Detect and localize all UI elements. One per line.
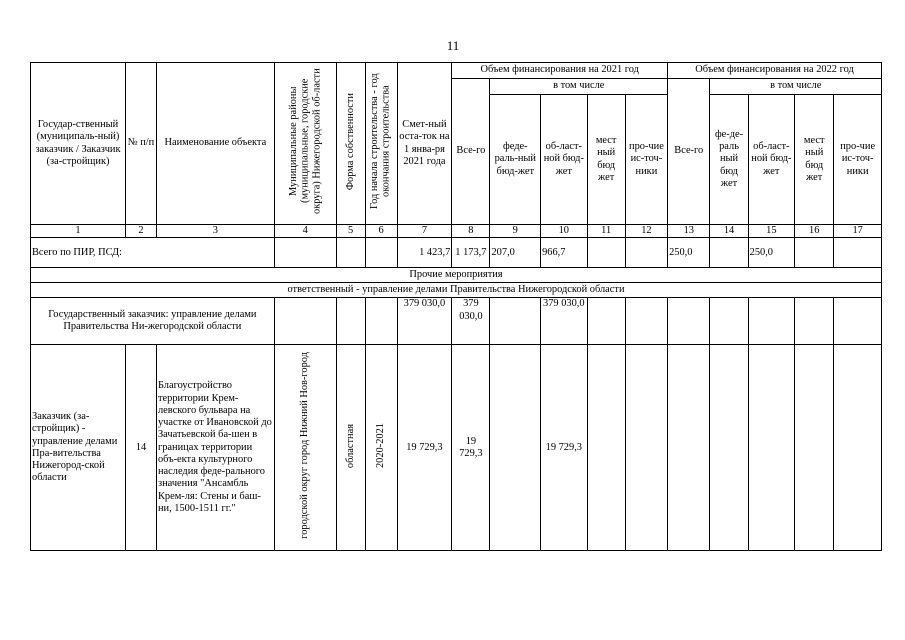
customer-regional-2021: 379 030,0 — [541, 298, 587, 345]
summary-estimate: 1 423,7 — [397, 238, 452, 268]
col-num-3: 3 — [156, 225, 274, 238]
responsible-row — [31, 283, 882, 298]
header-ownership-text: Форма собственности — [344, 92, 356, 190]
customer-estimate: 379 030,0 — [397, 298, 452, 345]
object-ownership-text: областная — [344, 423, 356, 468]
object-regional-2021: 19 729,3 — [541, 345, 587, 551]
object-district-text: городской округ город Нижний Нов-город — [299, 352, 311, 540]
header-including-2021: в том числе — [490, 79, 668, 95]
object-number: 14 — [126, 345, 157, 551]
header-federal-2021: феде-раль-ный бюд-жет — [490, 95, 541, 225]
header-districts — [274, 63, 336, 225]
header-total-2021: Все-го — [452, 79, 490, 225]
summary-total-2022: 250,0 — [668, 238, 710, 268]
header-number: № п/п — [126, 63, 157, 225]
col-num-5: 5 — [336, 225, 365, 238]
col-num-8: 8 — [452, 225, 490, 238]
header-years — [365, 63, 397, 225]
object-estimate: 19 729,3 — [397, 345, 452, 551]
object-row — [31, 345, 882, 551]
header-regional-2021: об-ласт-ной бюд-жет — [541, 95, 587, 225]
col-num-13: 13 — [668, 225, 710, 238]
page-number: 11 — [446, 38, 460, 53]
header-row-1 — [31, 63, 882, 79]
summary-regional-2022: 250,0 — [748, 238, 794, 268]
col-num-6: 6 — [365, 225, 397, 238]
col-num-10: 10 — [541, 225, 587, 238]
col-num-2: 2 — [126, 225, 157, 238]
col-num-15: 15 — [748, 225, 794, 238]
col-num-9: 9 — [490, 225, 541, 238]
object-ownership — [336, 345, 365, 551]
header-customer: Государ-ственный (муниципаль-ный) заказчик / Заказчик (за-стройщик) — [31, 63, 126, 225]
header-including-2022: в том числе — [710, 79, 882, 95]
header-other-2022: про-чие ис-точ-ники — [834, 95, 882, 225]
object-district — [274, 345, 336, 551]
customer-total-2021: 379 030,0 — [452, 298, 490, 345]
col-num-16: 16 — [795, 225, 834, 238]
header-other-2021: про-чие ис-точ-ники — [625, 95, 667, 225]
summary-total-2021: 1 173,7 — [452, 238, 490, 268]
column-numbers-row — [31, 225, 882, 238]
col-num-14: 14 — [710, 225, 748, 238]
col-num-11: 11 — [587, 225, 625, 238]
header-regional-2022: об-ласт-ной бюд-жет — [748, 95, 794, 225]
summary-regional-2021: 966,7 — [541, 238, 587, 268]
financing-table — [30, 62, 882, 551]
header-estimate-balance: Смет-ный оста-ток на 1 янва-ря 2021 года — [397, 63, 452, 225]
header-financing-2022: Объем финансирования на 2022 год — [668, 63, 882, 79]
header-total-2022: Все-го — [668, 79, 710, 225]
col-num-4: 4 — [274, 225, 336, 238]
state-customer-row — [31, 298, 882, 345]
section-title-row — [31, 268, 882, 283]
col-num-17: 17 — [834, 225, 882, 238]
header-financing-2021: Объем финансирования на 2021 год — [452, 63, 668, 79]
header-object-name: Наименование объекта — [156, 63, 274, 225]
col-num-7: 7 — [397, 225, 452, 238]
summary-label: Всего по ПИР, ПСД: — [31, 238, 275, 268]
object-customer: Заказчик (за-стройщик) - управление делами Пра-вительства Нижегород-ской области — [31, 345, 126, 551]
summary-row — [31, 238, 882, 268]
header-local-2022: мест ный бюд жет — [795, 95, 834, 225]
header-ownership — [336, 63, 365, 225]
object-name: Благоустройство территории Крем-левского бульвара на участке от Ивановской до Зачатьевской ба-шен в границах территории объ-екта культурного наследия феде-рального значения "Ансамбль Крем-ля: Стены и баш-ни, 1500-1511 гг." — [156, 345, 274, 551]
header-local-2021: мест ный бюд жет — [587, 95, 625, 225]
col-num-12: 12 — [625, 225, 667, 238]
header-federal-2022: фе-де-раль ный бюд жет — [710, 95, 748, 225]
section-title: Прочие мероприятия — [31, 268, 882, 283]
responsible-text: ответственный - управление делами Правительства Нижегородской области — [31, 283, 882, 298]
header-years-text: Год начала строительства - год окончания строительства — [369, 73, 393, 210]
object-years — [365, 345, 397, 551]
header-districts-text: Муниципальные районы (муниципальные, городские округа) Нижегородской об-ласти — [287, 68, 322, 215]
col-num-1: 1 — [31, 225, 126, 238]
object-years-text: 2020-2021 — [375, 423, 387, 469]
state-customer-label: Государственный заказчик: управление делами Правительства Ни-жегородской области — [31, 298, 275, 345]
object-total-2021: 19 729,3 — [452, 345, 490, 551]
summary-federal-2021: 207,0 — [490, 238, 541, 268]
